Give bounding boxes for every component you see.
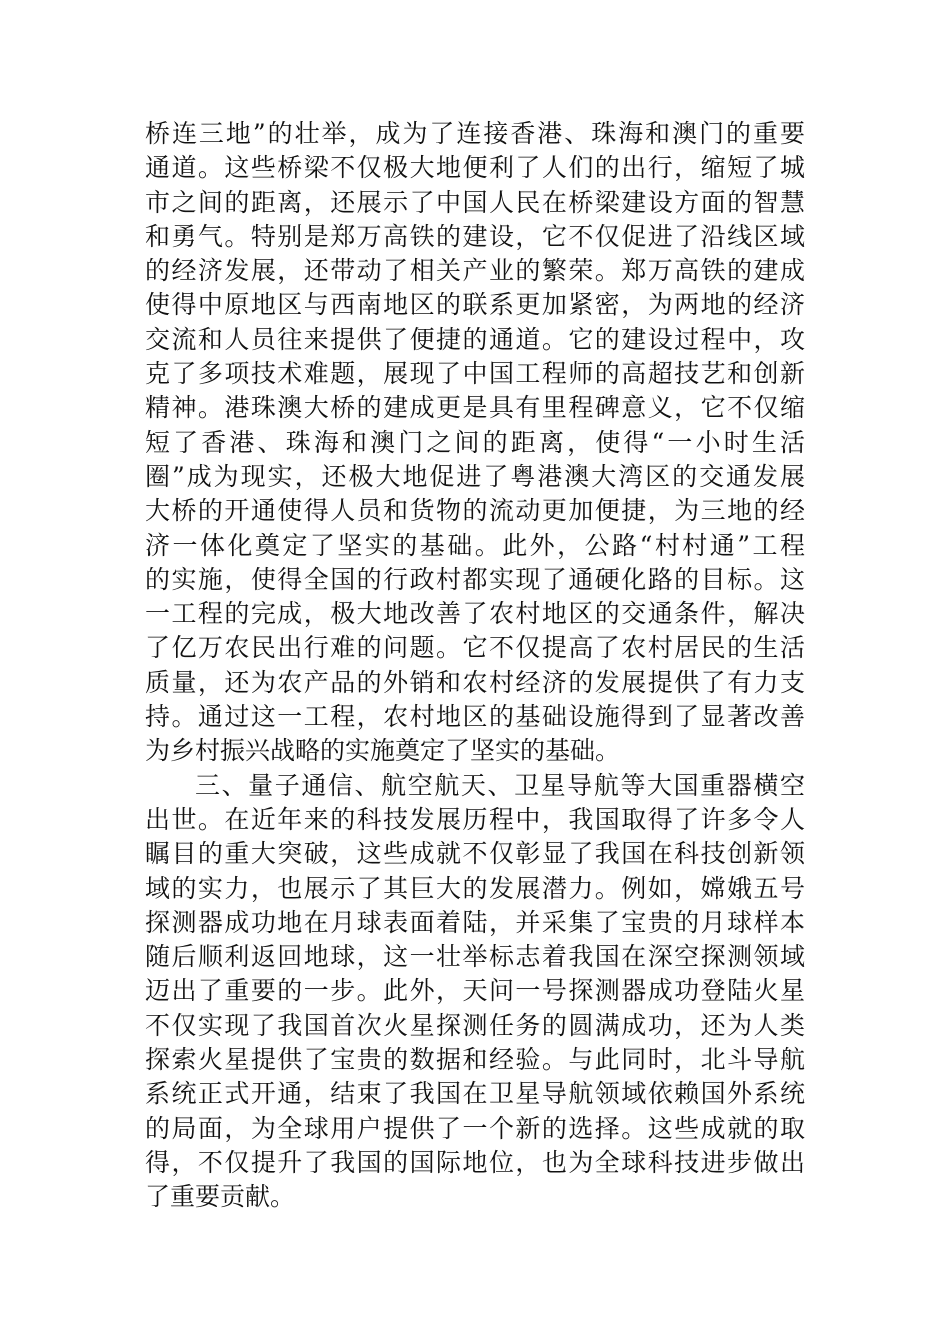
text-line: 域的实力，也展示了其巨大的发展潜力。例如，嫦娥五号 (145, 873, 805, 903)
text-line: 的实施，使得全国的行政村都实现了通硬化路的目标。这 (145, 564, 805, 594)
text-line: 大桥的开通使得人员和货物的流动更加便捷，为三地的经 (145, 496, 805, 526)
text-line: 迈出了重要的一步。此外，天问一号探测器成功登陆火星 (145, 976, 805, 1006)
text-line: 和勇气。特别是郑万高铁的建设，它不仅促进了沿线区域 (145, 221, 805, 251)
text-line: 短了香港、珠海和澳门之间的距离，使得“一小时生活 (145, 427, 805, 457)
text-line: 不仅实现了我国首次火星探测任务的圆满成功，还为人类 (145, 1010, 805, 1040)
text-line: 系统正式开通，结束了我国在卫星导航领域依赖国外系统 (145, 1079, 805, 1109)
text-line: 了亿万农民出行难的问题。它不仅提高了农村居民的生活 (145, 633, 805, 663)
text-line: 圈”成为现实，还极大地促进了粤港澳大湾区的交通发展 (145, 461, 805, 491)
text-line: 的经济发展，还带动了相关产业的繁荣。郑万高铁的建成 (145, 256, 805, 286)
section-heading-line: 三、量子通信、航空航天、卫星导航等大国重器横空 (195, 770, 805, 800)
text-line: 的局面，为全球用户提供了一个新的选择。这些成就的取 (145, 1113, 805, 1143)
paragraph-end-line: 了重要贡献。 (145, 1182, 296, 1212)
text-line: 得，不仅提升了我国的国际地位，也为全球科技进步做出 (145, 1147, 805, 1177)
text-line: 桥连三地”的壮举，成为了连接香港、珠海和澳门的重要 (145, 119, 805, 148)
text-line: 通道。这些桥梁不仅极大地便利了人们的出行，缩短了城 (145, 153, 805, 183)
text-line: 随后顺利返回地球，这一壮举标志着我国在深空探测领域 (145, 942, 805, 972)
body-text (145, 117, 805, 1215)
text-line: 克了多项技术难题，展现了中国工程师的高超技艺和创新 (145, 359, 805, 389)
text-line: 探索火星提供了宝贵的数据和经验。与此同时，北斗导航 (145, 1045, 805, 1075)
text-line: 交流和人员往来提供了便捷的通道。它的建设过程中，攻 (145, 324, 805, 354)
text-line: 精神。港珠澳大桥的建成更是具有里程碑意义，它不仅缩 (145, 393, 805, 423)
text-line: 使得中原地区与西南地区的联系更加紧密，为两地的经济 (145, 290, 805, 320)
text-line: 质量，还为农产品的外销和农村经济的发展提供了有力支 (145, 667, 805, 697)
text-line: 出世。在近年来的科技发展历程中，我国取得了许多令人 (145, 804, 805, 834)
text-line: 一工程的完成，极大地改善了农村地区的交通条件，解决 (145, 599, 805, 629)
paragraph-end-line: 为乡村振兴战略的实施奠定了坚实的基础。 (145, 736, 621, 766)
text-line: 济一体化奠定了坚实的基础。此外，公路“村村通”工程 (145, 530, 805, 560)
text-line: 探测器成功地在月球表面着陆，并采集了宝贵的月球样本 (145, 907, 805, 937)
text-line: 持。通过这一工程，农村地区的基础设施得到了显著改善 (145, 702, 805, 732)
text-line: 瞩目的重大突破，这些成就不仅彰显了我国在科技创新领 (145, 839, 805, 869)
text-line: 市之间的距离，还展示了中国人民在桥梁建设方面的智慧 (145, 187, 805, 217)
